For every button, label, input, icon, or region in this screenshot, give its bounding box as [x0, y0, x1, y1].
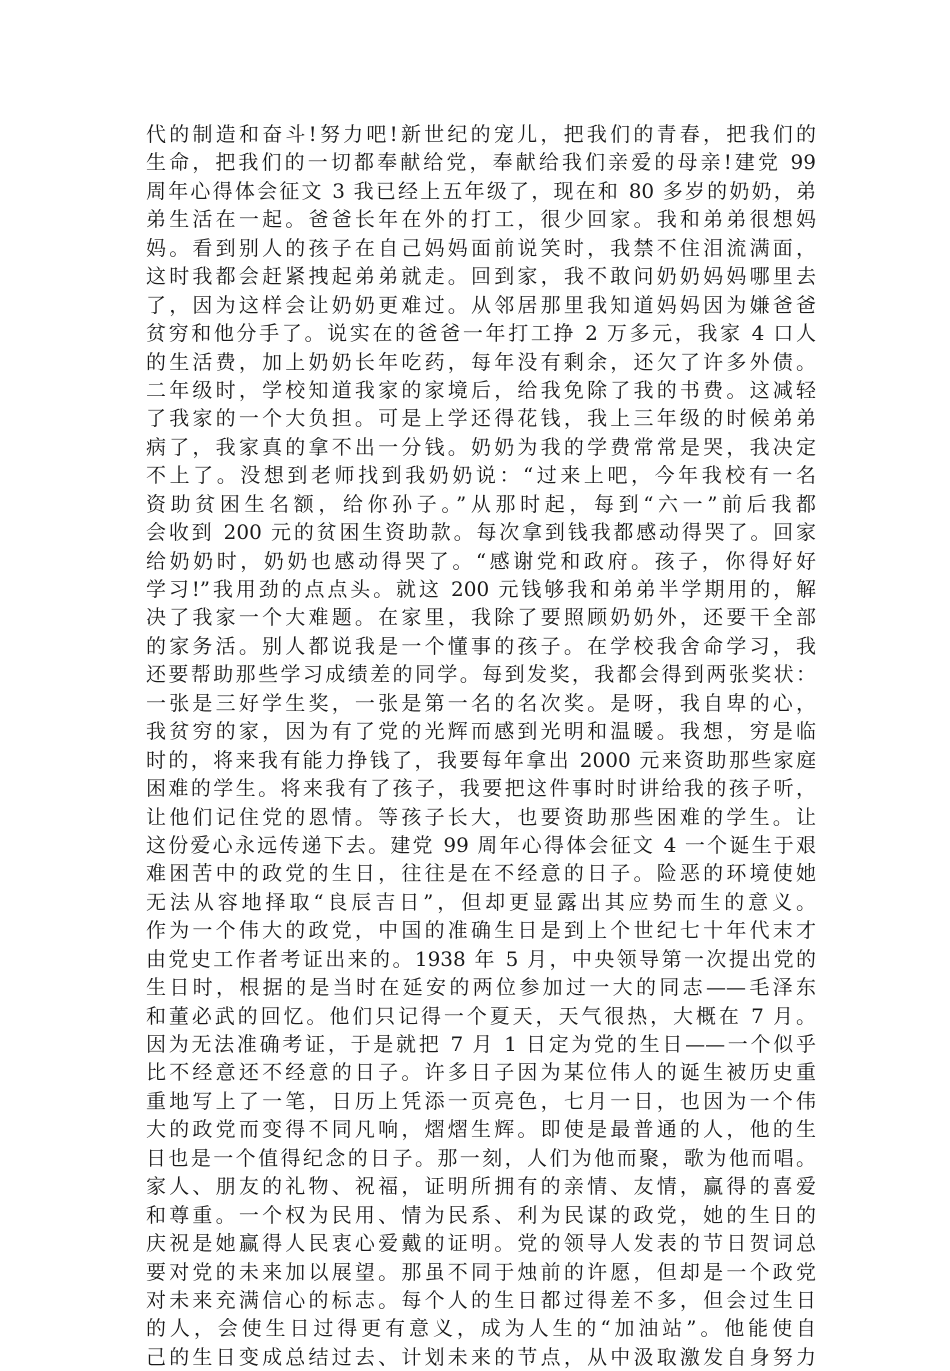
text-line: 作为一个伟大的政党，中国的准确生日是到上个世纪七十年代末才 — [146, 918, 816, 943]
text-line: 生日时，根据的是当时在延安的两位参加过一大的同志——毛泽东 — [146, 975, 816, 1000]
text-line: 二年级时，学校知道我家的家境后，给我免除了我的书费。这减轻 — [146, 377, 816, 402]
text-line: 让他们记住党的恩情。等孩子长大，也要资助那些困难的学生。让 — [146, 804, 816, 829]
text-line: 由党史工作者考证出来的。1938 年 5 月，中央领导第一次提出党的 — [146, 946, 816, 971]
text-line: 代的制造和奋斗!努力吧!新世纪的宠儿，把我们的青春，把我们的 — [146, 122, 816, 146]
body-text — [146, 120, 816, 1371]
text-line: 因为无法准确考证，于是就把 7 月 1 日定为党的生日——一个似乎 — [146, 1032, 816, 1056]
text-line: 给奶奶时，奶奶也感动得哭了。“感谢党和政府。孩子，你得好好 — [146, 548, 816, 573]
text-line: 会收到 200 元的贫困生资助款。每次拿到钱我都感动得哭了。回家 — [146, 520, 816, 545]
text-line: 对未来充满信心的标志。每个人的生日都过得差不多，但会过生日 — [146, 1287, 816, 1312]
text-line: 了，因为这样会让奶奶更难过。从邻居那里我知道妈妈因为嫌爸爸 — [146, 292, 816, 317]
text-line: 和尊重。一个权为民用、情为民系、利为民谋的政党，她的生日的 — [146, 1202, 816, 1227]
text-line: 难困苦中的政党的生日，往往是在不经意的日子。险恶的环境使她 — [146, 861, 816, 886]
text-line: 重地写上了一笔，日历上凭添一页亮色，七月一日，也因为一个伟 — [146, 1088, 816, 1113]
text-line: 周年心得体会征文 3 我已经上五年级了，现在和 80 多岁的奶奶，弟 — [146, 178, 816, 203]
text-line: 资助贫困生名额，给你孙子。”从那时起，每到“六一”前后我都 — [146, 491, 816, 516]
text-line: 还要帮助那些学习成绩差的同学。每到发奖，我都会得到两张奖状： — [146, 662, 816, 687]
text-line: 时的，将来我有能力挣钱了，我要每年拿出 2000 元来资助那些家庭 — [146, 747, 816, 772]
text-line: 妈。看到别人的孩子在自己妈妈面前说笑时，我禁不住泪流满面， — [146, 235, 816, 260]
text-line: 要对党的未来加以展望。那虽不同于烛前的许愿，但却是一个政党 — [146, 1259, 816, 1284]
text-line: 弟生活在一起。爸爸长年在外的打工，很少回家。我和弟弟很想妈 — [146, 207, 816, 232]
text-line: 困难的学生。将来我有了孩子，我要把这件事时时讲给我的孩子听， — [146, 776, 816, 801]
text-line: 不上了。没想到老师找到我奶奶说：“过来上吧，今年我校有一名 — [146, 463, 816, 488]
text-line: 了我家的一个大负担。可是上学还得花钱，我上三年级的时候弟弟 — [146, 406, 816, 431]
text-line: 家人、朋友的礼物、祝福，证明所拥有的亲情、友情，赢得的喜爱 — [146, 1174, 816, 1199]
text-line: 的家务活。别人都说我是一个懂事的孩子。在学校我舍命学习，我 — [146, 633, 816, 658]
text-line: 一张是三好学生奖，一张是第一名的名次奖。是呀，我自卑的心， — [146, 690, 816, 715]
text-line: 日也是一个值得纪念的日子。那一刻，人们为他而聚，歌为他而唱。 — [146, 1145, 816, 1170]
text-line: 决了我家一个大难题。在家里，我除了要照顾奶奶外，还要干全部 — [146, 605, 816, 630]
text-line: 己的生日变成总结过去、计划未来的节点，从中汲取激发自身努力 — [146, 1344, 816, 1369]
text-line: 的人，会使生日过得更有意义，成为人生的“加油站”。他能使自 — [146, 1316, 816, 1341]
text-line: 学习!”我用劲的点点头。就这 200 元钱够我和弟弟半学期用的，解 — [146, 577, 816, 601]
text-line: 和董必武的回忆。他们只记得一个夏天，天气很热，大概在 7 月。 — [146, 1003, 816, 1028]
text-line: 无法从容地择取“良辰吉日”，但却更显露出其应势而生的意义。 — [146, 889, 816, 914]
text-line: 病了，我家真的拿不出一分钱。奶奶为我的学费常常是哭，我决定 — [146, 434, 816, 459]
text-line: 这份爱心永远传递下去。建党 99 周年心得体会征文 4 一个诞生于艰 — [146, 832, 816, 857]
text-line: 这时我都会赶紧拽起弟弟就走。回到家，我不敢问奶奶妈妈哪里去 — [146, 264, 816, 289]
text-line: 大的政党而变得不同凡响，熠熠生辉。即使是最普通的人，他的生 — [146, 1117, 816, 1142]
text-line: 我贫穷的家，因为有了党的光辉而感到光明和温暖。我想，穷是临 — [146, 719, 816, 744]
text-line: 庆祝是她赢得人民衷心爱戴的证明。党的领导人发表的节日贺词总 — [146, 1231, 816, 1256]
text-line: 生命，把我们的一切都奉献给党，奉献给我们亲爱的母亲!建党 99 — [146, 150, 816, 175]
text-line: 的生活费，加上奶奶长年吃药，每年没有剩余，还欠了许多外债。 — [146, 349, 816, 374]
text-line: 比不经意还不经意的日子。许多日子因为某位伟人的诞生被历史重 — [146, 1060, 816, 1085]
text-line: 贫穷和他分手了。说实在的爸爸一年打工挣 2 万多元，我家 4 口人 — [146, 321, 816, 346]
